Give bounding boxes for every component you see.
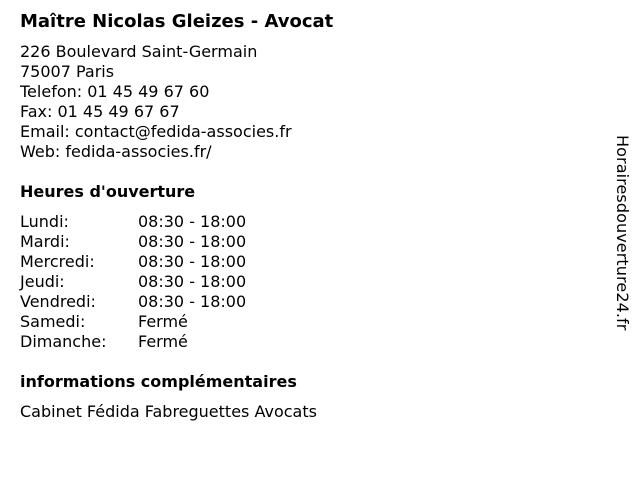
hours-row-sunday — [20, 332, 590, 352]
address-city: 75007 Paris — [20, 62, 115, 81]
phone-line: Telefon: 01 45 49 67 60 — [20, 82, 210, 101]
hours-row-tuesday — [20, 232, 590, 252]
hours-time: 08:30 - 18:00 — [138, 252, 247, 271]
hours-day: Vendredi: — [20, 292, 96, 311]
hours-time: 08:30 - 18:00 — [138, 272, 247, 291]
business-card — [20, 10, 590, 422]
info-text: Cabinet Fédida Fabreguettes Avocats — [20, 402, 317, 421]
hours-day: Samedi: — [20, 312, 86, 331]
hours-time: Fermé — [138, 312, 188, 331]
hours-day: Mardi: — [20, 232, 70, 251]
hours-time: 08:30 - 18:00 — [138, 212, 247, 231]
hours-heading: Heures d'ouverture — [20, 182, 196, 201]
email-line: Email: contact@fedida-associes.fr — [20, 122, 292, 141]
hours-row-saturday — [20, 312, 590, 332]
hours-day: Lundi: — [20, 212, 69, 231]
business-title: Maître Nicolas Gleizes - Avocat — [20, 11, 334, 32]
hours-time: Fermé — [138, 332, 188, 351]
fax-line: Fax: 01 45 49 67 67 — [20, 102, 180, 121]
hours-day: Dimanche: — [20, 332, 107, 351]
hours-row-thursday — [20, 272, 590, 292]
hours-row-monday — [20, 212, 590, 232]
hours-row-wednesday — [20, 252, 590, 272]
web-line: Web: fedida-associes.fr/ — [20, 142, 212, 161]
hours-time: 08:30 - 18:00 — [138, 292, 247, 311]
hours-row-friday — [20, 292, 590, 312]
info-heading: informations complémentaires — [20, 372, 297, 391]
contact-block — [20, 42, 590, 162]
site-watermark: Horairesdouverture24.fr — [613, 135, 632, 331]
address-street: 226 Boulevard Saint-Germain — [20, 42, 258, 61]
hours-day: Jeudi: — [20, 272, 65, 291]
hours-day: Mercredi: — [20, 252, 95, 271]
hours-table — [20, 212, 590, 352]
hours-time: 08:30 - 18:00 — [138, 232, 247, 251]
